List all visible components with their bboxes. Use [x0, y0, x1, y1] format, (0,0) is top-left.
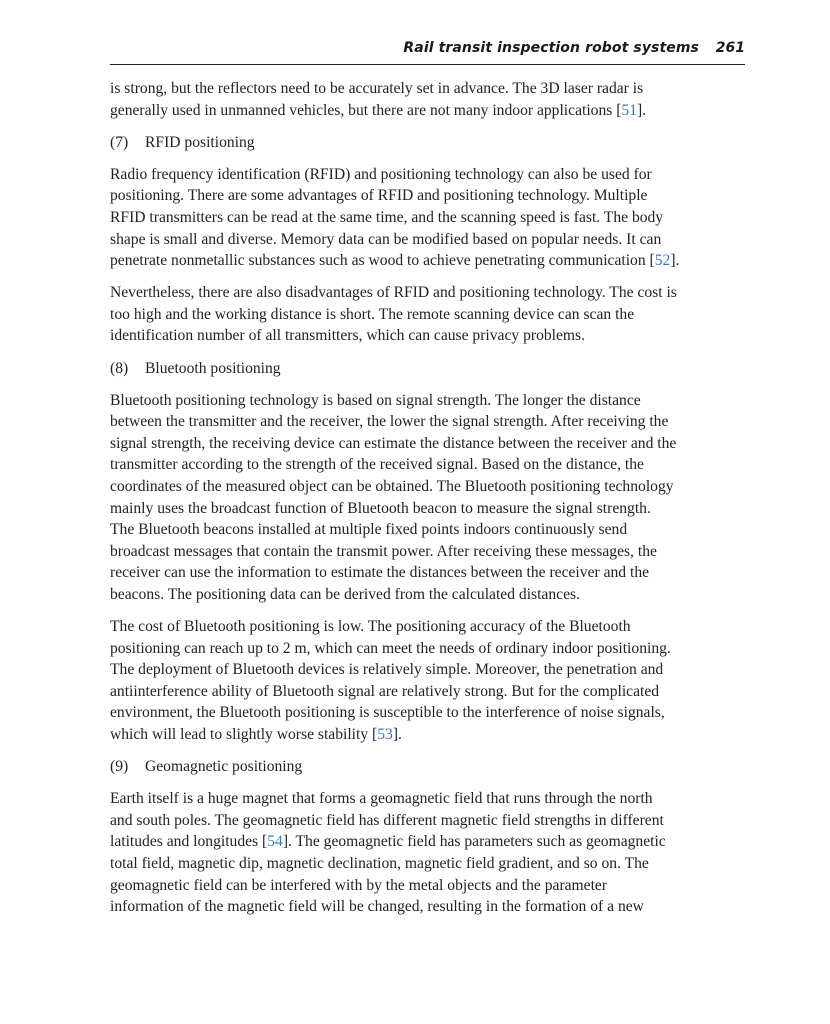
text-line: Earth itself is a huge magnet that forms a geomagnetic field that runs through the north	[110, 790, 653, 808]
paragraph-rfid-disadvantages	[110, 282, 750, 347]
paragraph-bluetooth-principle	[110, 390, 750, 606]
section-heading-bluetooth	[110, 358, 750, 380]
body-text	[110, 78, 750, 928]
section-heading-geomagnetic	[110, 756, 750, 778]
text-line: latitudes and longitudes [54]. The geomagnetic field has parameters such as geomagnetic	[110, 833, 666, 851]
text-line: The Bluetooth beacons installed at multiple fixed points indoors continuously send	[110, 521, 628, 539]
text-line: The deployment of Bluetooth devices is relatively simple. Moreover, the penetration and	[110, 661, 664, 679]
text-line: antiinterference ability of Bluetooth signal are relatively strong. But for the complicated	[110, 682, 660, 700]
paragraph-geomagnetic-field	[110, 788, 750, 918]
text-line: too high and the working distance is short. The remote scanning device can scan the	[110, 305, 635, 323]
section-heading-rfid	[110, 132, 750, 154]
section-number: (8)	[110, 359, 129, 377]
text-line: signal strength, the receiving device can estimate the distance between the receiver and the	[110, 434, 677, 452]
text-line: total field, magnetic dip, magnetic declination, magnetic field gradient, and so on. The	[110, 855, 649, 872]
text-line: environment, the Bluetooth positioning is susceptible to the interference of noise signals,	[110, 704, 665, 722]
section-number: (9)	[110, 758, 129, 776]
text-line: between the transmitter and the receiver, the lower the signal strength. After receiving the	[110, 413, 669, 431]
citation-link-51[interactable]: 51	[621, 101, 637, 119]
text-line: which will lead to slightly worse stability [53].	[110, 726, 402, 744]
paragraph-rfid-advantages	[110, 164, 750, 272]
running-header	[110, 36, 745, 65]
section-title: Geomagnetic positioning	[145, 758, 303, 776]
citation-link-52[interactable]: 52	[654, 252, 671, 270]
section-title: RFID positioning	[145, 133, 255, 151]
text-line: The cost of Bluetooth positioning is low. The positioning accuracy of the Bluetooth	[110, 618, 631, 636]
text-line: positioning. There are some advantages of RFID and positioning technology. Multiple	[110, 187, 648, 205]
text-line: coordinates of the measured object can be obtained. The Bluetooth positioning technology	[110, 478, 674, 495]
text-line: Bluetooth positioning technology is based on signal strength. The longer the distance	[110, 391, 641, 409]
section-title: Bluetooth positioning	[145, 359, 281, 377]
text-line: positioning can reach up to 2 m, which can meet the needs of ordinary indoor positioning.	[110, 639, 671, 657]
citation-link-53[interactable]: 53	[377, 726, 393, 744]
paragraph-laser-radar	[110, 78, 750, 121]
text-line: identification number of all transmitters, which can cause privacy problems.	[110, 327, 586, 345]
text-line: information of the magnetic field will be changed, resulting in the formation of a new	[110, 898, 644, 916]
text-line: Radio frequency identification (RFID) and positioning technology can also be used for	[110, 165, 652, 183]
text-line: broadcast messages that contain the transmit power. After receiving these messages, the	[110, 542, 657, 560]
text-line: geomagnetic field can be interfered with by the metal objects and the parameter	[110, 876, 608, 894]
text-line: beacons. The positioning data can be derived from the calculated distances.	[110, 585, 580, 603]
running-header-title: Rail transit inspection robot systems	[403, 40, 699, 56]
section-number: (7)	[110, 133, 129, 151]
text-line: mainly uses the broadcast function of Bluetooth beacon to measure the signal strength.	[110, 499, 651, 517]
page-number: 261	[715, 40, 745, 56]
text-line: penetrate nonmetallic substances such as wood to achieve penetrating communication [52].	[110, 252, 680, 270]
text-line: receiver can use the information to estimate the distances between the receiver and the	[110, 564, 650, 582]
text-line: RFID transmitters can be read at the same time, and the scanning speed is fast. The body	[110, 208, 664, 226]
paragraph-bluetooth-cost	[110, 616, 750, 746]
text-line: transmitter according to the strength of the received signal. Based on the distance, the	[110, 456, 644, 474]
text-line: is strong, but the reflectors need to be accurately set in advance. The 3D laser radar is	[110, 80, 644, 97]
text-line: generally used in unmanned vehicles, but there are not many indoor applications [51].	[110, 101, 647, 119]
text-line: shape is small and diverse. Memory data can be modified based on popular needs. It can	[110, 230, 662, 248]
text-line: and south poles. The geomagnetic field has different magnetic field strengths in different	[110, 811, 664, 829]
citation-link-54[interactable]: 54	[267, 833, 283, 851]
text-line: Nevertheless, there are also disadvantages of RFID and positioning technology. The cost is	[110, 284, 677, 302]
